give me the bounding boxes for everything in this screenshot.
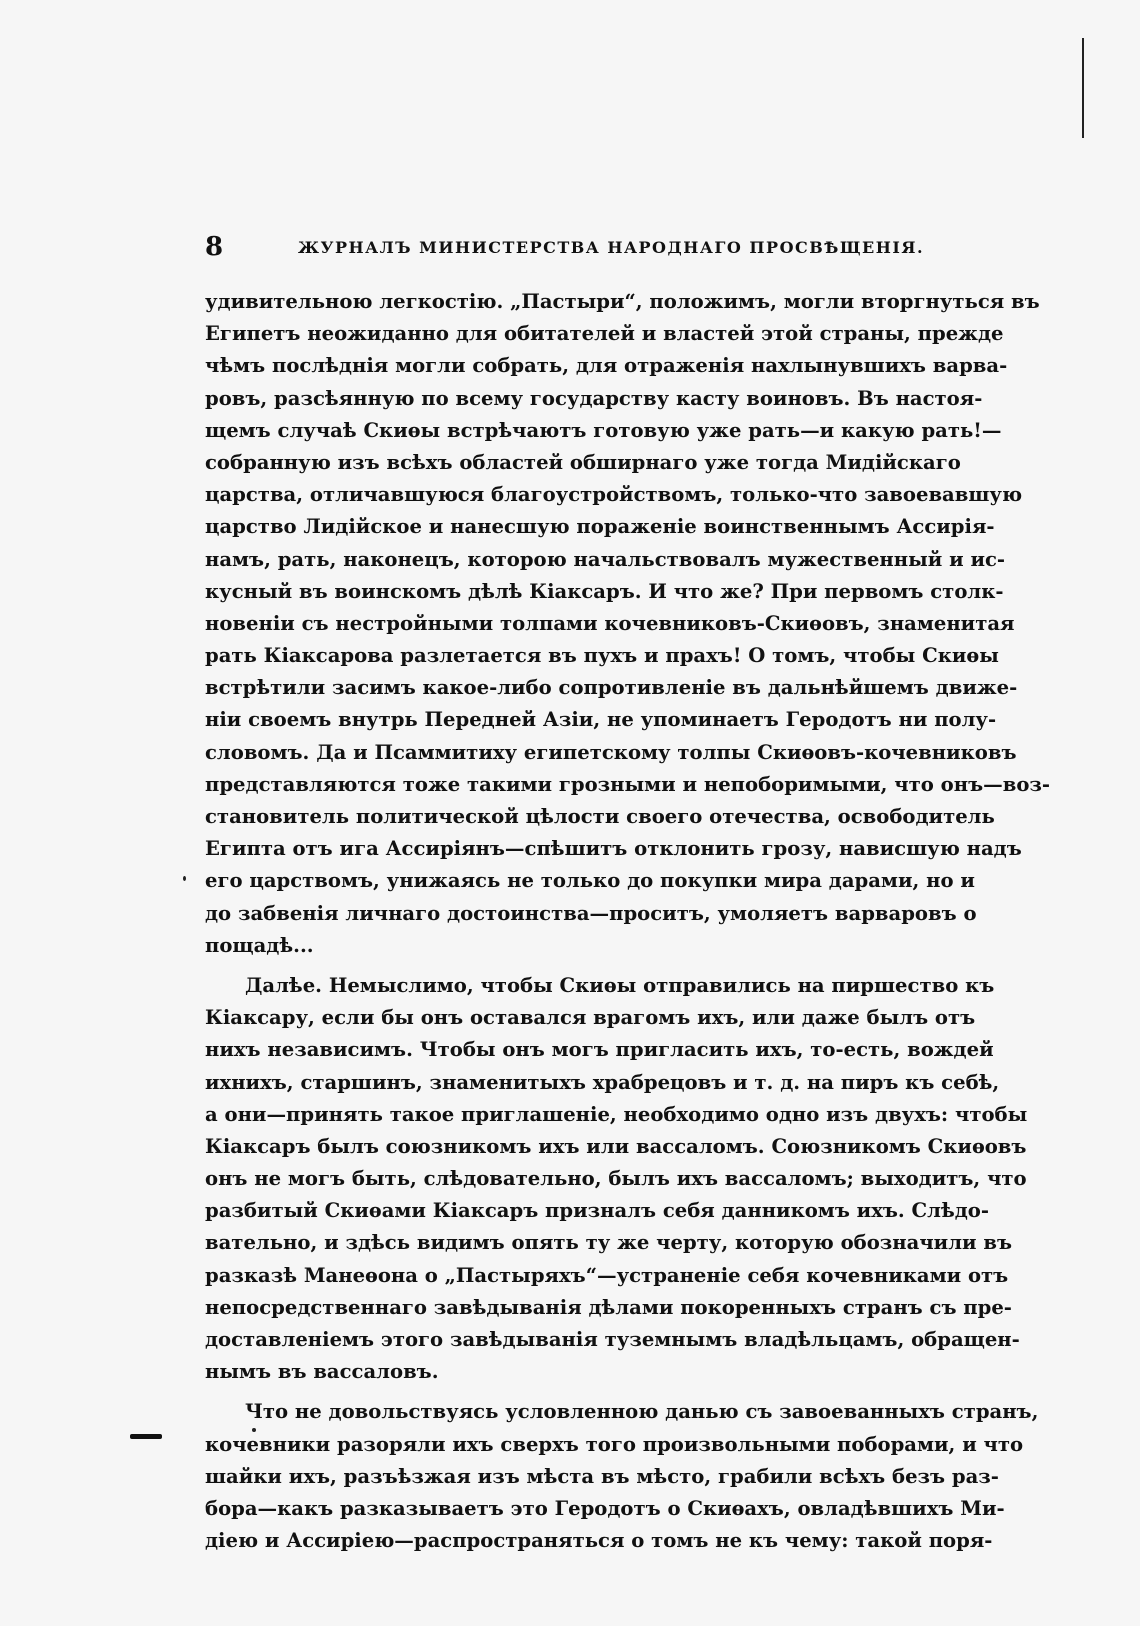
text-line: его царствомъ, унижаясь не только до покупки мира дарами, но и xyxy=(205,869,975,893)
text-line: Египетъ неожиданно для обитателей и властей этой страны, прежде xyxy=(205,322,1004,346)
text-line: ніи своемъ внутрь Передней Азіи, не упоминаетъ Геродотъ ни полу- xyxy=(205,708,997,732)
text-line: разказѣ Манеѳона о „Пастыряхъ“—устраненіе себя кочевниками отъ xyxy=(205,1263,1009,1287)
text-line: а они—принять такое приглашеніе, необходимо одно изъ двухъ: чтобы xyxy=(205,1102,1028,1126)
text-line: Далѣе. Немыслимо, чтобы Скиѳы отправились на пиршество къ xyxy=(245,973,995,997)
scan-edge-line xyxy=(1082,38,1084,138)
text-line: собранную изъ всѣхъ областей обширнаго уже тогда Мидійскаго xyxy=(205,450,961,474)
text-line: доставленіемъ этого завѣдыванія туземнымъ владѣльцамъ, обращен- xyxy=(205,1328,1020,1351)
paragraph xyxy=(205,1396,1039,1557)
text-line: ихнихъ, старшинъ, знаменитыхъ храбрецовъ и т. д. на пиръ къ себѣ, xyxy=(205,1070,1000,1094)
page-number: 8 xyxy=(205,232,224,262)
text-line: Кіаксару, если бы онъ оставался врагомъ ихъ, или даже былъ отъ xyxy=(205,1006,976,1030)
text-line: щемъ случаѣ Скиѳы встрѣчаютъ готовую уже рать—и какую рать!— xyxy=(205,418,1002,442)
text-line: кусный въ воинскомъ дѣлѣ Кіаксаръ. И что же? При первомъ столк- xyxy=(205,579,1004,603)
running-head xyxy=(205,232,945,262)
scan-mark xyxy=(130,1434,162,1439)
text-body xyxy=(205,286,1051,1557)
text-line: шайки ихъ, разъѣзжая изъ мѣста въ мѣсто, грабили всѣхъ безъ раз- xyxy=(205,1464,999,1488)
text-line: онъ не могъ быть, слѣдовательно, былъ ихъ вассаломъ; выходитъ, что xyxy=(205,1167,1027,1191)
text-line: чѣмъ послѣднія могли собрать, для отраженія нахлынувшихъ варва- xyxy=(205,354,1008,378)
text-line: разбитый Скиѳами Кіаксаръ призналъ себя данникомъ ихъ. Слѣдо- xyxy=(205,1199,989,1223)
paragraph-gap xyxy=(205,962,930,970)
text-line: кочевники разоряли ихъ сверхъ того произвольными поборами, и что xyxy=(205,1432,1024,1456)
text-line: представляются тоже такими грозными и непоборимыми, что онъ—воз- xyxy=(205,772,1051,796)
text-line: удивительною легкостію. „Пастыри“, положимъ, могли вторгнуться въ xyxy=(205,290,1040,313)
paragraph xyxy=(205,970,1028,1388)
text-line: ровъ, разсѣянную по всему государству касту воиновъ. Въ настоя- xyxy=(205,386,983,410)
text-line: новеніи съ нестройными толпами кочевниковъ-Скиѳовъ, знаменитая xyxy=(205,611,1015,635)
text-line: бора—какъ разказываетъ это Геродотъ о Скиѳахъ, овладѣвшихъ Ми- xyxy=(205,1496,1005,1520)
text-line: Что не довольствуясь условленною данью съ завоеванныхъ странъ, xyxy=(245,1400,1039,1424)
text-line: царство Лидійское и нанесшую пораженіе воинственнымъ Ассирія- xyxy=(205,515,995,539)
text-line: пощадѣ... xyxy=(205,933,314,957)
text-line: намъ, рать, наконецъ, которою начальствовалъ мужественный и ис- xyxy=(205,547,1006,571)
text-line: непосредственнаго завѣдыванія дѣлами покоренныхъ странъ съ пре- xyxy=(205,1295,1012,1319)
text-line: рать Кіаксарова разлетается въ пухъ и прахъ! О томъ, чтобы Скиѳы xyxy=(205,644,999,668)
scan-speck xyxy=(252,1428,256,1432)
text-line: до забвенія личнаго достоинства—проситъ, умоляетъ варваровъ о xyxy=(205,901,977,925)
text-line: нымъ въ вассаловъ. xyxy=(205,1360,439,1384)
text-line: Египта отъ ига Ассиріянъ—спѣшитъ отклонить грозу, нависшую надъ xyxy=(205,837,1022,861)
text-line: Кіаксаръ былъ союзникомъ ихъ или вассаломъ. Союзникомъ Скиѳовъ xyxy=(205,1134,1027,1158)
text-line: вательно, и здѣсь видимъ опять ту же черту, которую обозначили въ xyxy=(205,1231,1013,1255)
paragraph-gap xyxy=(205,1388,930,1396)
text-line: встрѣтили засимъ какое-либо сопротивленіе въ дальнѣйшемъ движе- xyxy=(205,676,1018,700)
text-line: становитель политической цѣлости своего отечества, освободитель xyxy=(205,805,995,828)
scan-speck xyxy=(183,876,186,881)
paragraph xyxy=(205,286,1051,962)
text-line: словомъ. Да и Псаммитиху египетскому толпы Скиѳовъ-кочевниковъ xyxy=(205,740,1017,764)
text-line: нихъ независимъ. Чтобы онъ могъ пригласить ихъ, то-есть, вождей xyxy=(205,1038,994,1062)
text-line: царства, отличавшуюся благоустройствомъ, только-что завоевавшую xyxy=(205,483,1023,507)
journal-title: ЖУРНАЛЪ МИНИСТЕРСТВА НАРОДНАГО ПРОСВѢЩЕНІЯ. xyxy=(298,237,925,257)
text-line: діею и Ассиріею—распространяться о томъ не къ чему: такой поря- xyxy=(205,1529,993,1553)
